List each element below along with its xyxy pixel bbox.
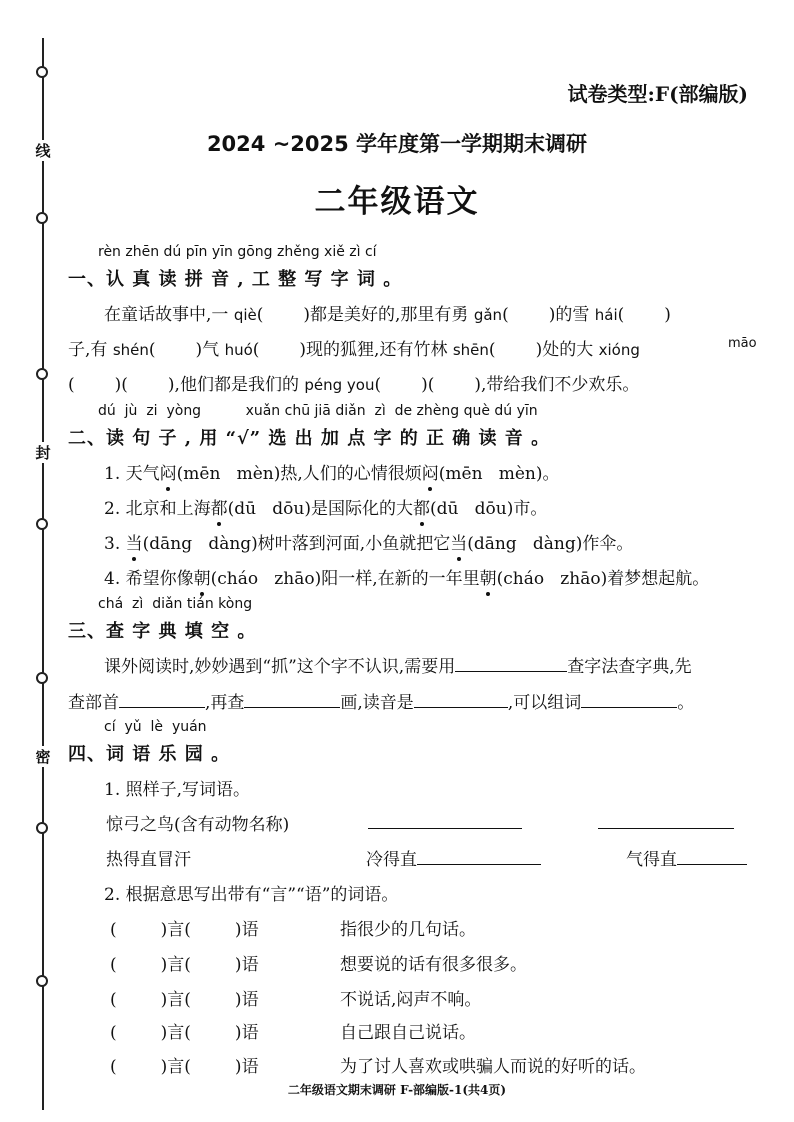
yu-char: 语: [241, 1057, 259, 1077]
section4-q2: 2. 根据意思写出带有“言”“语”的词语。: [104, 885, 399, 905]
example-phrase: 热得直冒汗: [106, 850, 191, 870]
right-paren: ): [234, 1023, 242, 1043]
margin-hole: [36, 672, 48, 684]
answer-blank[interactable]: [414, 692, 508, 708]
prompt-cold: 冷得直: [366, 845, 541, 870]
yan-yu-row: [110, 915, 476, 940]
answer-blank[interactable]: [244, 692, 340, 708]
right-paren: ): [160, 1057, 168, 1077]
section1-line3: ( )( ),他们都是我们的 péng you( )( ),带给我们不少欢乐。: [68, 375, 640, 395]
right-paren: ): [160, 955, 168, 975]
margin-hole: [36, 368, 48, 380]
right-paren: ): [160, 920, 168, 940]
section4-pinyin: cí yǔ lè yuán: [104, 719, 207, 735]
left-paren: (: [110, 1057, 117, 1077]
section1-pinyin: rèn zhēn dú pīn yīn gōng zhěng xiě zì cí: [98, 244, 377, 260]
answer-blank[interactable]: [581, 692, 677, 708]
right-paren: ): [234, 1057, 242, 1077]
right-paren: ): [234, 990, 242, 1010]
yu-char: 语: [241, 990, 259, 1010]
answer-blank[interactable]: [417, 849, 541, 865]
section3-pinyin: chá zì diǎn tián kòng: [98, 596, 253, 612]
dotted-char: 朝: [480, 564, 497, 589]
section2-title: 二、读 句 子 , 用 “√” 选 出 加 点 字 的 正 确 读 音 。: [68, 428, 551, 449]
answer-blank[interactable]: [677, 849, 747, 865]
section3-title: 三、查 字 典 填 空 。: [68, 621, 257, 642]
left-paren: (: [110, 955, 117, 975]
left-paren: (: [184, 1023, 191, 1043]
left-paren: (: [184, 920, 191, 940]
right-paren: ): [160, 1023, 168, 1043]
margin-hole: [36, 66, 48, 78]
margin-hole: [36, 518, 48, 530]
section2-q1: 1. 天气闷(mēn mèn)热,人们的心情很烦闷(mēn mèn)。: [104, 459, 560, 484]
page-footer: 二年级语文期末调研 F-部编版-1(共4页): [287, 1083, 507, 1097]
left-paren: (: [110, 920, 117, 940]
margin-char-mi: 密: [35, 748, 51, 766]
yu-char: 语: [241, 920, 259, 940]
dotted-char: 朝: [194, 564, 211, 589]
yan-yu-row: [110, 950, 527, 975]
left-paren: (: [110, 1023, 117, 1043]
left-paren: (: [184, 990, 191, 1010]
right-paren: ): [234, 920, 242, 940]
margin-char-xian: 线: [35, 142, 51, 160]
margin-char-feng: 封: [35, 444, 51, 462]
pinyin-mao: māo: [728, 336, 757, 351]
dotted-char: 闷: [422, 459, 439, 484]
answer-blank[interactable]: [455, 656, 567, 672]
answer-blank[interactable]: [368, 828, 522, 829]
yu-char: 语: [241, 1023, 259, 1043]
section4-title: 四、词 语 乐 园 。: [68, 744, 231, 765]
answer-blank[interactable]: [598, 828, 734, 829]
left-paren: (: [110, 990, 117, 1010]
exam-type-label: 试卷类型:F(部编版): [567, 82, 748, 106]
left-paren: (: [184, 1057, 191, 1077]
prompt-angry: 气得直: [626, 845, 747, 870]
section1-line1: 在童话故事中,一 qiè( )都是美好的,那里有勇 gǎn( )的雪 hái( ): [104, 305, 671, 325]
section2-pinyin: dú jù zi yòng xuǎn chū jiā diǎn zì de zhèng què dú yīn: [98, 403, 538, 419]
margin-hole: [36, 975, 48, 987]
meaning-text: 为了讨人喜欢或哄骗人而说的好听的话。: [340, 1057, 646, 1077]
answer-blank[interactable]: [119, 692, 205, 708]
dotted-char: 当: [126, 529, 143, 554]
section1-title: 一、认 真 读 拼 音 , 工 整 写 字 词 。: [68, 269, 403, 290]
yu-char: 语: [241, 955, 259, 975]
margin-hole: [36, 822, 48, 834]
meaning-text: 想要说的话有很多很多。: [340, 955, 527, 975]
yan-yu-row: [110, 1052, 646, 1077]
meaning-text: 不说话,闷声不响。: [340, 990, 482, 1010]
yan-char: 言: [167, 955, 185, 975]
yan-char: 言: [167, 1057, 185, 1077]
right-paren: ): [160, 990, 168, 1010]
left-paren: (: [184, 955, 191, 975]
yan-char: 言: [167, 920, 185, 940]
meaning-text: 自己跟自己说话。: [340, 1023, 476, 1043]
dotted-char: 闷: [160, 459, 177, 484]
section2-q4: 4. 希望你像朝(cháo zhāo)阳一样,在新的一年里朝(cháo zhāo)着梦想起航。: [104, 564, 709, 589]
yan-char: 言: [167, 1023, 185, 1043]
yan-yu-row: [110, 985, 482, 1010]
dotted-char: 都: [211, 494, 228, 519]
section3-line1: 课外阅读时,妙妙遇到“抓”这个字不认识,需要用 查字法查字典,先: [104, 657, 692, 677]
dotted-char: 都: [413, 494, 430, 519]
right-paren: ): [234, 955, 242, 975]
exam-title: 二年级语文: [314, 184, 480, 220]
yan-yu-row: [110, 1018, 476, 1043]
section2-q3: 3. 当(dāng dàng)树叶落到河面,小鱼就把它当(dāng dàng)作伞。: [104, 529, 633, 554]
section3-line2: 查部首 ,再查 画,读音是 ,可以组词 。: [68, 693, 695, 713]
yan-char: 言: [167, 990, 185, 1010]
section1-line2: 子,有 shén( )气 huó( )现的狐狸,还有竹林 shēn( )处的大 xióng: [68, 340, 640, 360]
binding-margin: [0, 0, 80, 1122]
example-idiom: 惊弓之鸟(含有动物名称): [106, 815, 290, 835]
dotted-char: 当: [450, 529, 467, 554]
section2-q2: 2. 北京和上海都(dū dōu)是国际化的大都(dū dōu)市。: [104, 494, 547, 519]
section4-q1: 1. 照样子,写词语。: [104, 780, 251, 800]
exam-subtitle: 2024 ~2025 学年度第一学期期末调研: [206, 132, 588, 156]
meaning-text: 指很少的几句话。: [340, 920, 476, 940]
